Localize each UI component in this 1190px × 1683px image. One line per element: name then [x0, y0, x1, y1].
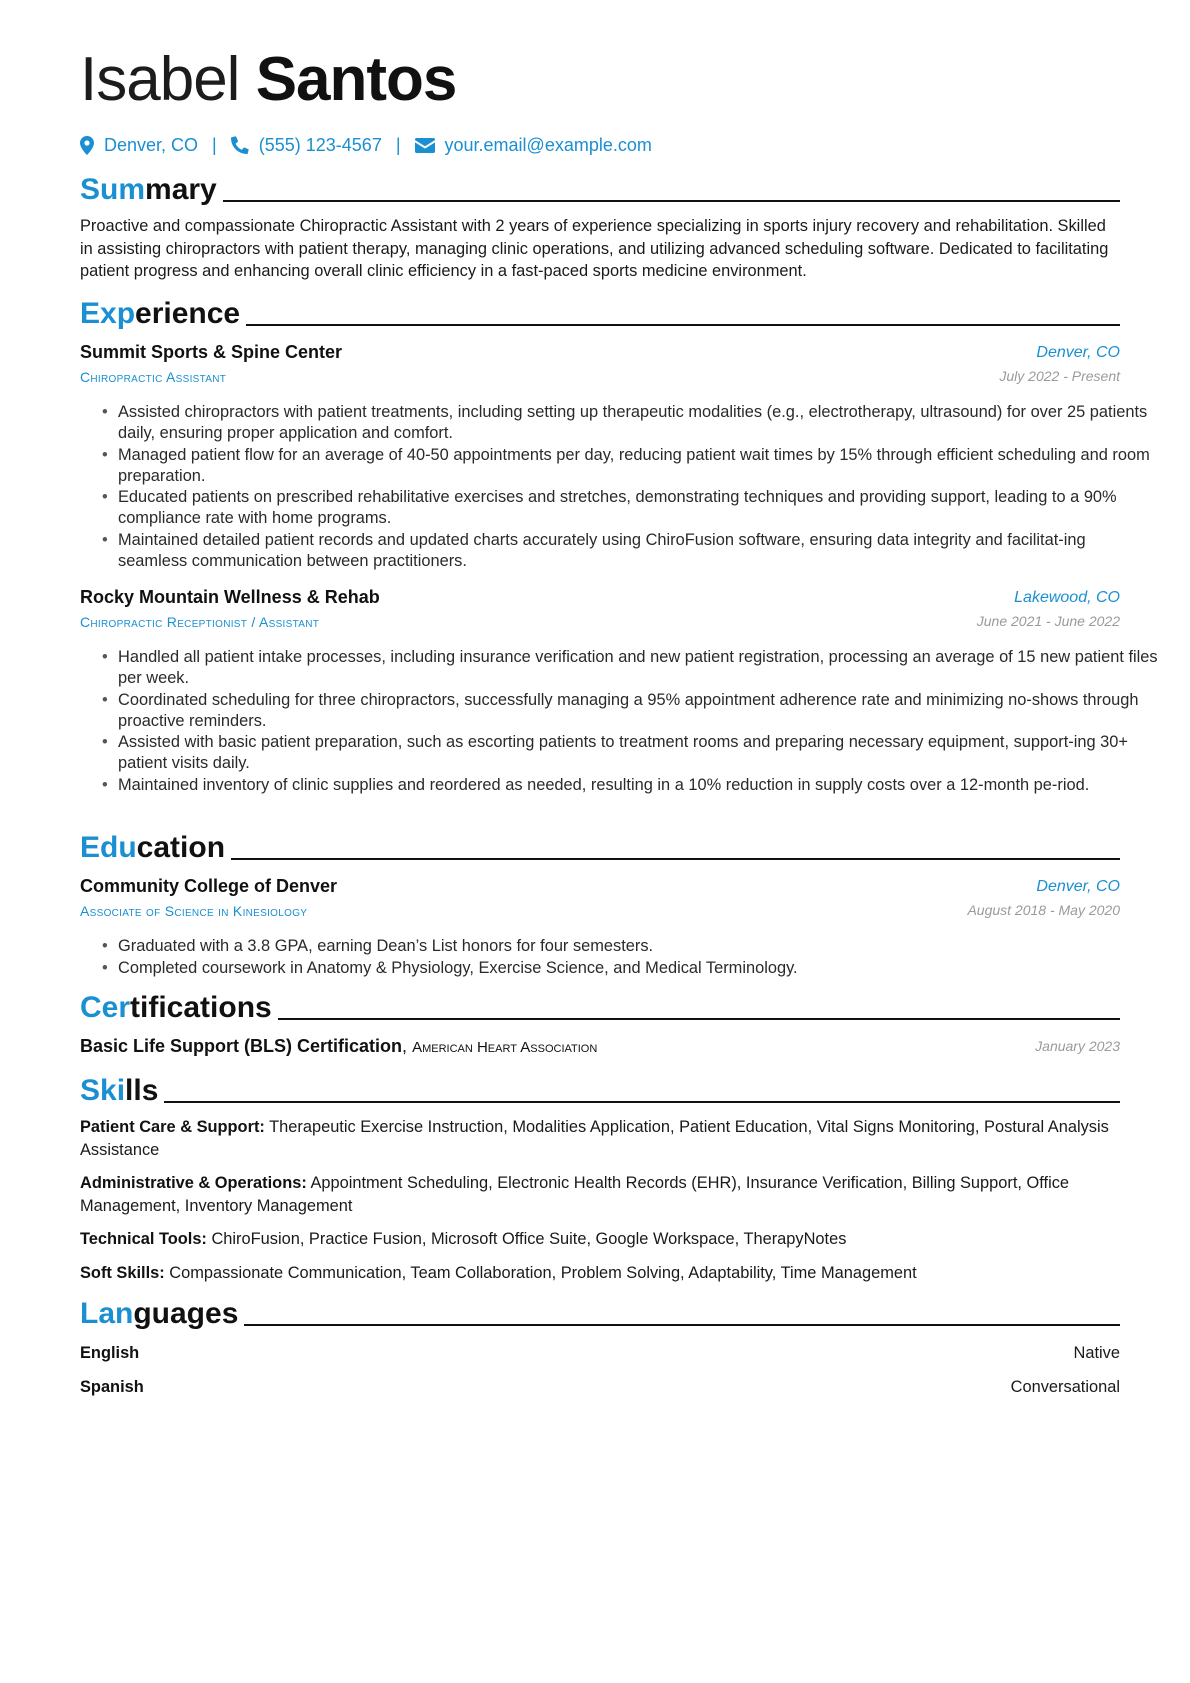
language-name: Spanish	[80, 1378, 144, 1396]
section-title-rest: lls	[125, 1074, 159, 1107]
language-level: Native	[1073, 1344, 1120, 1362]
contact-location	[80, 133, 198, 157]
list-item: • Coordinated scheduling for three chiropractors, successfully managing a 95% appointment adherence rate and minimizing no-shows through proactive reminders.	[118, 690, 1158, 732]
skill-group-items: Compassionate Communication, Team Collaboration, Problem Solving, Adaptability, Time Management	[169, 1264, 917, 1282]
education-heading	[80, 830, 1120, 866]
job-bullets	[80, 647, 1158, 796]
languages-heading	[80, 1296, 1120, 1332]
list-item: • Completed coursework in Anatomy & Physiology, Exercise Science, and Medical Terminology.	[118, 958, 1158, 979]
candidate-name	[80, 42, 456, 118]
section-title-accent: Lan	[80, 1297, 134, 1330]
degree: Associate of Science in Kinesiology	[80, 903, 308, 919]
certifications-heading	[80, 990, 1120, 1026]
section-rule	[231, 858, 1120, 860]
certification-date: January 2023	[1035, 1038, 1120, 1054]
list-item: • Managed patient flow for an average of 40-50 appointments per day, reducing patient wait times by 15% through efficient scheduling and room preparation.	[118, 445, 1158, 487]
skill-group	[80, 1172, 1120, 1217]
section-rule	[278, 1018, 1120, 1020]
phone-text: (555) 123-4567	[258, 135, 382, 155]
skill-group-items: Therapeutic Exercise Instruction, Modalities Application, Patient Education, Vital Signs Monitoring, Postural Analysis Assistance	[80, 1118, 1109, 1159]
contact-separator: |	[395, 135, 401, 155]
section-rule	[246, 324, 1120, 326]
section-title-rest: cation	[136, 831, 226, 864]
section-title-rest: tifications	[130, 991, 272, 1024]
envelope-icon	[415, 138, 435, 153]
section-title-accent: Ski	[80, 1074, 126, 1107]
job-employer: Rocky Mountain Wellness & Rehab	[80, 587, 380, 607]
certification-entry	[80, 1036, 597, 1057]
school-location: Denver, CO	[1036, 878, 1120, 895]
map-pin-icon	[80, 136, 94, 155]
phone-icon	[231, 136, 249, 154]
first-name: Isabel	[80, 45, 240, 114]
list-item: • Handled all patient intake processes, including insurance verification and new patient registration, processing an average of 15 new patient files per week.	[118, 647, 1158, 689]
contact-separator: |	[212, 135, 217, 155]
contact-email[interactable]	[415, 133, 652, 157]
skill-group	[80, 1228, 1120, 1251]
section-title	[80, 830, 225, 866]
job-bullets	[80, 402, 1158, 572]
section-title	[80, 990, 272, 1026]
section-title-rest: erience	[135, 297, 241, 330]
certification-issuer: American Heart Association	[412, 1039, 598, 1056]
contact-phone[interactable]	[231, 133, 382, 157]
summary-heading	[80, 172, 1120, 208]
section-title	[80, 1073, 158, 1109]
skill-group-label: Administrative & Operations:	[80, 1174, 307, 1192]
section-title-rest: guages	[133, 1297, 239, 1330]
section-title-accent: Edu	[80, 831, 137, 864]
language-level: Conversational	[1010, 1378, 1120, 1396]
skill-group-label: Patient Care & Support:	[80, 1118, 265, 1136]
section-title-rest: mary	[145, 173, 217, 206]
section-title	[80, 296, 240, 332]
job-location: Denver, CO	[1036, 344, 1120, 361]
email-link: your.email@example.com	[444, 135, 652, 155]
contact-line	[80, 133, 652, 157]
language-row	[80, 1342, 1120, 1364]
section-title	[80, 1296, 238, 1332]
skill-group	[80, 1116, 1120, 1161]
skills-heading	[80, 1073, 1120, 1109]
skill-group-label: Soft Skills:	[80, 1264, 165, 1282]
list-item: • Graduated with a 3.8 GPA, earning Dean’s List honors for four semesters.	[118, 936, 1158, 957]
education-dates: August 2018 - May 2020	[967, 902, 1120, 918]
experience-heading	[80, 296, 1120, 332]
skill-group-items: ChiroFusion, Practice Fusion, Microsoft Office Suite, Google Workspace, TherapyNotes	[211, 1230, 847, 1248]
location-text: Denver, CO	[104, 135, 199, 155]
section-rule	[164, 1101, 1120, 1103]
list-item: • Maintained detailed patient records and updated charts accurately using ChiroFusion software, ensuring data integrity and facilitat-ing seamless communication between practitioners.	[118, 530, 1158, 572]
list-item: • Maintained inventory of clinic supplies and reordered as needed, resulting in a 10% reduction in supply costs over a 12-month pe-riod.	[118, 775, 1158, 796]
education-bullets	[80, 936, 1158, 979]
list-item: • Educated patients on prescribed rehabilitative exercises and stretches, demonstrating techniques and providing support, leading to a 90% compliance rate with home programs.	[118, 487, 1158, 529]
summary-text: Proactive and compassionate Chiropractic Assistant with 2 years of experience specializing in sports injury recovery and rehabilitation. Skilled in assisting chiropractors with patient therapy, managing clinic operations, and utilizing advanced scheduling software. Dedicated to facilitating patient progress and enhancing overall clinic efficiency in a fast-paced sports medicine environment.	[80, 217, 1109, 280]
section-title-accent: Exp	[80, 297, 136, 330]
section-title-accent: Cer	[80, 991, 131, 1024]
skill-group-items: Appointment Scheduling, Electronic Health Records (EHR), Insurance Verification, Billing Support, Office Management, Inventory Management	[80, 1174, 1070, 1215]
section-title-accent: Sum	[80, 173, 146, 206]
language-row	[80, 1376, 1120, 1398]
certification-separator: ,	[402, 1036, 408, 1056]
list-item: • Assisted with basic patient preparation, such as escorting patients to treatment rooms and preparing necessary equipment, support-ing 30+ patient visits daily.	[118, 732, 1158, 774]
job-title: Chiropractic Receptionist / Assistant	[80, 614, 320, 630]
last-name: Santos	[255, 45, 457, 114]
certification-name: Basic Life Support (BLS) Certification	[80, 1036, 403, 1056]
job-title: Chiropractic Assistant	[80, 369, 227, 385]
section-rule	[244, 1324, 1120, 1326]
list-item: • Assisted chiropractors with patient treatments, including setting up therapeutic modalities (e.g., electrotherapy, ultrasound) for over 25 patients daily, ensuring proper application and comfort.	[118, 402, 1158, 444]
job-location: Lakewood, CO	[1014, 589, 1120, 606]
skill-group-label: Technical Tools:	[80, 1230, 207, 1248]
job-dates: July 2022 - Present	[999, 368, 1120, 384]
job-employer: Summit Sports & Spine Center	[80, 342, 343, 362]
skill-group	[80, 1262, 1120, 1285]
language-name: English	[80, 1344, 140, 1362]
job-dates: June 2021 - June 2022	[976, 613, 1120, 629]
section-rule	[223, 200, 1120, 202]
section-title	[80, 172, 217, 208]
school-name: Community College of Denver	[80, 876, 338, 896]
